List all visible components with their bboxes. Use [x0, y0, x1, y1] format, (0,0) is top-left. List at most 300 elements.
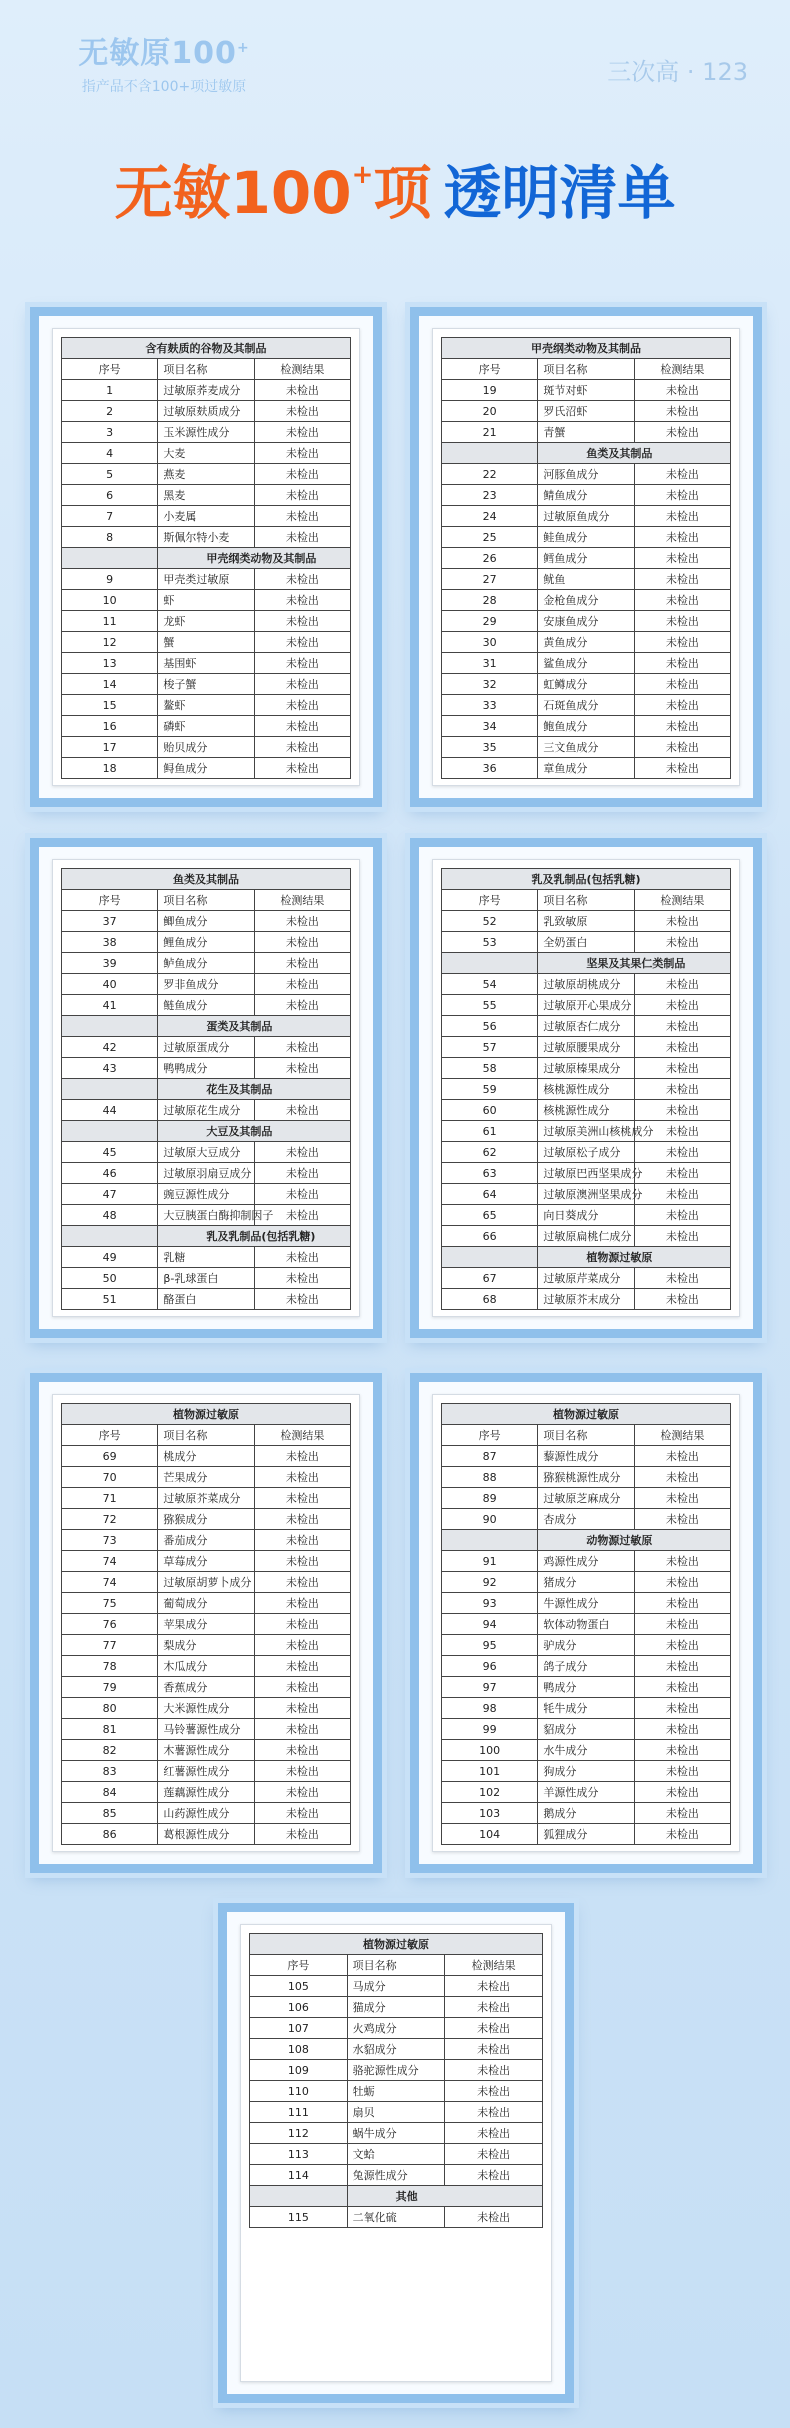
- header-no: 序号: [250, 1955, 348, 1976]
- row-result: 未检出: [445, 2018, 543, 2039]
- section-spacer: [442, 1530, 538, 1551]
- table-row: [62, 611, 351, 632]
- row-number: 23: [442, 485, 538, 506]
- row-number: 84: [62, 1782, 158, 1803]
- page-headline: [0, 140, 790, 228]
- table-row: [62, 590, 351, 611]
- row-number: 31: [442, 653, 538, 674]
- table-row: [62, 1677, 351, 1698]
- section-title: 乳及乳制品(包括乳糖): [158, 1226, 351, 1247]
- row-result: 未检出: [634, 695, 730, 716]
- row-result: 未检出: [634, 911, 730, 932]
- row-item-name: 河豚鱼成分: [538, 464, 634, 485]
- row-item-name: 龙虾: [158, 611, 254, 632]
- row-result: 未检出: [634, 1656, 730, 1677]
- table-header-row: [62, 890, 351, 911]
- row-item-name: 斑节对虾: [538, 380, 634, 401]
- row-number: 67: [442, 1268, 538, 1289]
- row-item-name: 鲤鱼成分: [158, 932, 254, 953]
- allergen-table: [441, 337, 731, 779]
- row-number: 7: [62, 506, 158, 527]
- row-result: 未检出: [634, 1226, 730, 1247]
- row-item-name: 虾: [158, 590, 254, 611]
- table-row: [62, 1268, 351, 1289]
- row-result: 未检出: [634, 1184, 730, 1205]
- row-result: 未检出: [254, 443, 350, 464]
- row-number: 97: [442, 1677, 538, 1698]
- row-item-name: 牦牛成分: [538, 1698, 634, 1719]
- row-number: 70: [62, 1467, 158, 1488]
- row-item-name: 梭子蟹: [158, 674, 254, 695]
- row-number: 95: [442, 1635, 538, 1656]
- row-result: 未检出: [634, 1803, 730, 1824]
- row-result: 未检出: [634, 380, 730, 401]
- table-row: [62, 1509, 351, 1530]
- row-number: 24: [442, 506, 538, 527]
- allergen-panel-7: [218, 1903, 574, 2403]
- section-row: [442, 1530, 731, 1551]
- row-number: 99: [442, 1719, 538, 1740]
- row-number: 91: [442, 1551, 538, 1572]
- table-header-row: [442, 1425, 731, 1446]
- table-row: [442, 1761, 731, 1782]
- row-number: 109: [250, 2060, 348, 2081]
- row-item-name: 水貂成分: [347, 2039, 445, 2060]
- row-result: 未检出: [634, 1719, 730, 1740]
- row-number: 76: [62, 1614, 158, 1635]
- row-number: 64: [442, 1184, 538, 1205]
- row-number: 83: [62, 1761, 158, 1782]
- row-result: 未检出: [254, 1761, 350, 1782]
- row-item-name: 过敏原美洲山核桃成分: [538, 1121, 634, 1142]
- row-number: 78: [62, 1656, 158, 1677]
- table-row: [62, 932, 351, 953]
- row-number: 115: [250, 2207, 348, 2228]
- header-name: 项目名称: [158, 1425, 254, 1446]
- table-title: 植物源过敏原: [442, 1404, 731, 1425]
- row-item-name: 扇贝: [347, 2102, 445, 2123]
- row-result: 未检出: [634, 506, 730, 527]
- row-result: 未检出: [254, 485, 350, 506]
- table-row: [442, 1572, 731, 1593]
- row-item-name: 猫成分: [347, 1997, 445, 2018]
- table-row: [250, 2039, 543, 2060]
- row-item-name: 乳致敏原: [538, 911, 634, 932]
- section-row: [250, 2186, 543, 2207]
- row-number: 104: [442, 1824, 538, 1845]
- row-item-name: 章鱼成分: [538, 758, 634, 779]
- row-number: 46: [62, 1163, 158, 1184]
- row-result: 未检出: [634, 1142, 730, 1163]
- row-result: 未检出: [254, 380, 350, 401]
- table-row: [442, 1635, 731, 1656]
- table-row: [62, 1037, 351, 1058]
- table-row: [62, 716, 351, 737]
- row-item-name: 罗非鱼成分: [158, 974, 254, 995]
- row-number: 114: [250, 2165, 348, 2186]
- paper-sheet: [432, 1394, 740, 1852]
- row-result: 未检出: [634, 401, 730, 422]
- table-row: [442, 1824, 731, 1845]
- table-title-row: [62, 1404, 351, 1425]
- table-row: [442, 1058, 731, 1079]
- row-number: 34: [442, 716, 538, 737]
- row-item-name: 马铃薯源性成分: [158, 1719, 254, 1740]
- row-item-name: 水牛成分: [538, 1740, 634, 1761]
- row-result: 未检出: [254, 1572, 350, 1593]
- table-title-row: [250, 1934, 543, 1955]
- row-result: 未检出: [634, 1488, 730, 1509]
- row-item-name: 猕猴成分: [158, 1509, 254, 1530]
- row-result: 未检出: [634, 1467, 730, 1488]
- table-row: [62, 1614, 351, 1635]
- row-number: 108: [250, 2039, 348, 2060]
- row-item-name: 过敏原松子成分: [538, 1142, 634, 1163]
- row-result: 未检出: [254, 1509, 350, 1530]
- row-result: 未检出: [634, 1740, 730, 1761]
- row-number: 49: [62, 1247, 158, 1268]
- row-item-name: 基围虾: [158, 653, 254, 674]
- row-number: 18: [62, 758, 158, 779]
- row-number: 89: [442, 1488, 538, 1509]
- row-number: 21: [442, 422, 538, 443]
- row-result: 未检出: [445, 2102, 543, 2123]
- row-item-name: 大豆胰蛋白酶抑制因子: [158, 1205, 254, 1226]
- row-result: 未检出: [254, 695, 350, 716]
- row-item-name: 全奶蛋白: [538, 932, 634, 953]
- table-row: [62, 1803, 351, 1824]
- row-item-name: 莲藕源性成分: [158, 1782, 254, 1803]
- table-row: [62, 569, 351, 590]
- row-number: 39: [62, 953, 158, 974]
- table-row: [442, 1593, 731, 1614]
- row-number: 54: [442, 974, 538, 995]
- row-number: 74: [62, 1572, 158, 1593]
- row-result: 未检出: [634, 485, 730, 506]
- row-number: 57: [442, 1037, 538, 1058]
- header-no: 序号: [62, 359, 158, 380]
- row-result: 未检出: [634, 1121, 730, 1142]
- row-number: 79: [62, 1677, 158, 1698]
- row-result: 未检出: [254, 1551, 350, 1572]
- section-spacer: [442, 1247, 538, 1268]
- row-item-name: 牛源性成分: [538, 1593, 634, 1614]
- table-row: [442, 422, 731, 443]
- table-row: [62, 1058, 351, 1079]
- row-item-name: 藜源性成分: [538, 1446, 634, 1467]
- row-result: 未检出: [254, 1593, 350, 1614]
- row-number: 113: [250, 2144, 348, 2165]
- row-result: 未检出: [634, 1698, 730, 1719]
- paper-sheet: [52, 1394, 360, 1852]
- row-result: 未检出: [254, 1530, 350, 1551]
- row-item-name: 红薯源性成分: [158, 1761, 254, 1782]
- row-result: 未检出: [254, 1289, 350, 1310]
- row-item-name: 文蛤: [347, 2144, 445, 2165]
- row-number: 75: [62, 1593, 158, 1614]
- table-row: [62, 695, 351, 716]
- row-item-name: 苹果成分: [158, 1614, 254, 1635]
- row-result: 未检出: [634, 932, 730, 953]
- allergen-table: [61, 1403, 351, 1845]
- row-result: 未检出: [254, 401, 350, 422]
- row-number: 30: [442, 632, 538, 653]
- row-number: 11: [62, 611, 158, 632]
- row-number: 110: [250, 2081, 348, 2102]
- table-row: [442, 911, 731, 932]
- row-number: 32: [442, 674, 538, 695]
- table-title-row: [442, 338, 731, 359]
- allergen-table: [61, 337, 351, 779]
- row-item-name: 甲壳类过敏原: [158, 569, 254, 590]
- row-item-name: 山药源性成分: [158, 1803, 254, 1824]
- paper-sheet: [52, 328, 360, 786]
- row-item-name: 鲭鱼成分: [538, 485, 634, 506]
- row-item-name: 燕麦: [158, 464, 254, 485]
- row-number: 5: [62, 464, 158, 485]
- row-result: 未检出: [254, 911, 350, 932]
- table-title: 含有麸质的谷物及其制品: [62, 338, 351, 359]
- table-row: [62, 422, 351, 443]
- table-row: [442, 548, 731, 569]
- row-item-name: 大麦: [158, 443, 254, 464]
- section-title: 其他: [347, 2186, 542, 2207]
- table-row: [250, 1997, 543, 2018]
- row-item-name: 过敏原芹菜成分: [538, 1268, 634, 1289]
- row-number: 25: [442, 527, 538, 548]
- section-title: 动物源过敏原: [538, 1530, 731, 1551]
- row-number: 1: [62, 380, 158, 401]
- row-item-name: 鲟鱼成分: [158, 758, 254, 779]
- section-title: 大豆及其制品: [158, 1121, 351, 1142]
- table-title: 植物源过敏原: [250, 1934, 543, 1955]
- row-number: 52: [442, 911, 538, 932]
- header-name: 项目名称: [538, 1425, 634, 1446]
- row-number: 90: [442, 1509, 538, 1530]
- row-number: 63: [442, 1163, 538, 1184]
- row-number: 80: [62, 1698, 158, 1719]
- row-result: 未检出: [254, 1740, 350, 1761]
- row-result: 未检出: [254, 1719, 350, 1740]
- row-item-name: 狗成分: [538, 1761, 634, 1782]
- table-row: [442, 737, 731, 758]
- row-item-name: 过敏原巴西坚果成分: [538, 1163, 634, 1184]
- row-result: 未检出: [445, 2081, 543, 2102]
- row-result: 未检出: [445, 1976, 543, 1997]
- row-item-name: 兔源性成分: [347, 2165, 445, 2186]
- row-result: 未检出: [634, 1593, 730, 1614]
- table-row: [62, 1467, 351, 1488]
- row-result: 未检出: [634, 716, 730, 737]
- row-item-name: 核桃源性成分: [538, 1079, 634, 1100]
- table-row: [62, 1289, 351, 1310]
- row-item-name: 木瓜成分: [158, 1656, 254, 1677]
- row-item-name: 二氧化硫: [347, 2207, 445, 2228]
- table-row: [62, 1719, 351, 1740]
- row-result: 未检出: [445, 2207, 543, 2228]
- row-number: 55: [442, 995, 538, 1016]
- table-row: [62, 1530, 351, 1551]
- row-number: 85: [62, 1803, 158, 1824]
- row-number: 107: [250, 2018, 348, 2039]
- row-result: 未检出: [634, 674, 730, 695]
- table-row: [442, 485, 731, 506]
- table-title: 植物源过敏原: [62, 1404, 351, 1425]
- table-row: [442, 1163, 731, 1184]
- table-row: [62, 995, 351, 1016]
- row-item-name: 鳌虾: [158, 695, 254, 716]
- row-result: 未检出: [634, 1205, 730, 1226]
- section-title: 坚果及其果仁类制品: [538, 953, 731, 974]
- row-item-name: 过敏原蛋成分: [158, 1037, 254, 1058]
- row-item-name: 火鸡成分: [347, 2018, 445, 2039]
- table-row: [442, 1677, 731, 1698]
- row-number: 92: [442, 1572, 538, 1593]
- brand-subtitle: 指产品不含100+项过敏原: [81, 79, 247, 95]
- table-row: [442, 1509, 731, 1530]
- row-number: 43: [62, 1058, 158, 1079]
- row-result: 未检出: [634, 632, 730, 653]
- row-result: 未检出: [634, 1289, 730, 1310]
- table-row: [62, 953, 351, 974]
- section-row: [442, 1247, 731, 1268]
- row-item-name: 草莓成分: [158, 1551, 254, 1572]
- allergen-table: [441, 1403, 731, 1845]
- row-result: 未检出: [254, 590, 350, 611]
- row-number: 59: [442, 1079, 538, 1100]
- header-result: 检测结果: [445, 1955, 543, 1976]
- table-row: [62, 1824, 351, 1845]
- table-title-row: [62, 869, 351, 890]
- row-number: 6: [62, 485, 158, 506]
- row-item-name: 鳕鱼成分: [538, 548, 634, 569]
- row-item-name: 小麦属: [158, 506, 254, 527]
- row-item-name: 鸭成分: [538, 1677, 634, 1698]
- table-row: [62, 506, 351, 527]
- row-item-name: 鲨鱼成分: [538, 653, 634, 674]
- table-row: [250, 2165, 543, 2186]
- table-row: [442, 1698, 731, 1719]
- row-result: 未检出: [254, 611, 350, 632]
- row-result: 未检出: [254, 1247, 350, 1268]
- row-number: 28: [442, 590, 538, 611]
- table-header-row: [442, 359, 731, 380]
- row-number: 96: [442, 1656, 538, 1677]
- row-item-name: 鲈鱼成分: [158, 953, 254, 974]
- row-result: 未检出: [254, 1163, 350, 1184]
- row-number: 22: [442, 464, 538, 485]
- row-result: 未检出: [254, 1635, 350, 1656]
- row-result: 未检出: [254, 569, 350, 590]
- row-result: 未检出: [254, 1488, 350, 1509]
- row-result: 未检出: [634, 995, 730, 1016]
- table-header-row: [442, 890, 731, 911]
- row-result: 未检出: [254, 1677, 350, 1698]
- row-result: 未检出: [445, 2123, 543, 2144]
- row-item-name: 虹鳟成分: [538, 674, 634, 695]
- table-title: 甲壳纲类动物及其制品: [442, 338, 731, 359]
- row-item-name: 过敏原荞麦成分: [158, 380, 254, 401]
- table-row: [62, 1740, 351, 1761]
- table-row: [442, 674, 731, 695]
- table-header-row: [62, 1425, 351, 1446]
- row-number: 77: [62, 1635, 158, 1656]
- row-number: 111: [250, 2102, 348, 2123]
- table-row: [442, 1656, 731, 1677]
- row-result: 未检出: [254, 716, 350, 737]
- row-number: 93: [442, 1593, 538, 1614]
- brand-logo: 无敏原100+: [78, 36, 250, 71]
- row-number: 86: [62, 1824, 158, 1845]
- header-result: 检测结果: [634, 359, 730, 380]
- row-number: 20: [442, 401, 538, 422]
- table-row: [442, 1782, 731, 1803]
- table-row: [442, 1121, 731, 1142]
- row-item-name: 罗氏沼虾: [538, 401, 634, 422]
- row-item-name: 木薯源性成分: [158, 1740, 254, 1761]
- table-row: [442, 1016, 731, 1037]
- table-row: [442, 974, 731, 995]
- row-item-name: 贻贝成分: [158, 737, 254, 758]
- table-row: [442, 695, 731, 716]
- row-number: 81: [62, 1719, 158, 1740]
- row-number: 9: [62, 569, 158, 590]
- row-item-name: 过敏原胡桃成分: [538, 974, 634, 995]
- row-result: 未检出: [254, 758, 350, 779]
- row-number: 47: [62, 1184, 158, 1205]
- series-label: 三次高 · 123: [607, 58, 748, 86]
- table-row: [442, 1268, 731, 1289]
- header-no: 序号: [442, 890, 538, 911]
- row-result: 未检出: [254, 1698, 350, 1719]
- row-item-name: 过敏原扁桃仁成分: [538, 1226, 634, 1247]
- row-result: 未检出: [634, 1614, 730, 1635]
- allergen-table: [249, 1933, 543, 2228]
- table-header-row: [62, 359, 351, 380]
- row-number: 26: [442, 548, 538, 569]
- row-item-name: 向日葵成分: [538, 1205, 634, 1226]
- section-spacer: [62, 1121, 158, 1142]
- row-number: 45: [62, 1142, 158, 1163]
- row-result: 未检出: [634, 611, 730, 632]
- row-result: 未检出: [634, 569, 730, 590]
- table-row: [62, 1572, 351, 1593]
- table-row: [442, 1446, 731, 1467]
- row-item-name: 桃成分: [158, 1446, 254, 1467]
- row-item-name: 黄鱼成分: [538, 632, 634, 653]
- table-row: [442, 1289, 731, 1310]
- row-number: 50: [62, 1268, 158, 1289]
- row-item-name: 鹅成分: [538, 1803, 634, 1824]
- table-row: [442, 932, 731, 953]
- row-item-name: 猕猴桃源性成分: [538, 1467, 634, 1488]
- row-item-name: 鲢鱼成分: [158, 995, 254, 1016]
- header-result: 检测结果: [634, 1425, 730, 1446]
- table-row: [62, 1100, 351, 1121]
- section-title: 植物源过敏原: [538, 1247, 731, 1268]
- row-item-name: 鸽子成分: [538, 1656, 634, 1677]
- row-number: 102: [442, 1782, 538, 1803]
- row-item-name: 过敏原花生成分: [158, 1100, 254, 1121]
- table-row: [442, 1551, 731, 1572]
- section-title: 花生及其制品: [158, 1079, 351, 1100]
- row-item-name: 斯佩尔特小麦: [158, 527, 254, 548]
- table-row: [442, 632, 731, 653]
- row-result: 未检出: [634, 548, 730, 569]
- allergen-panel-6: [410, 1373, 762, 1873]
- row-result: 未检出: [254, 632, 350, 653]
- row-result: 未检出: [634, 527, 730, 548]
